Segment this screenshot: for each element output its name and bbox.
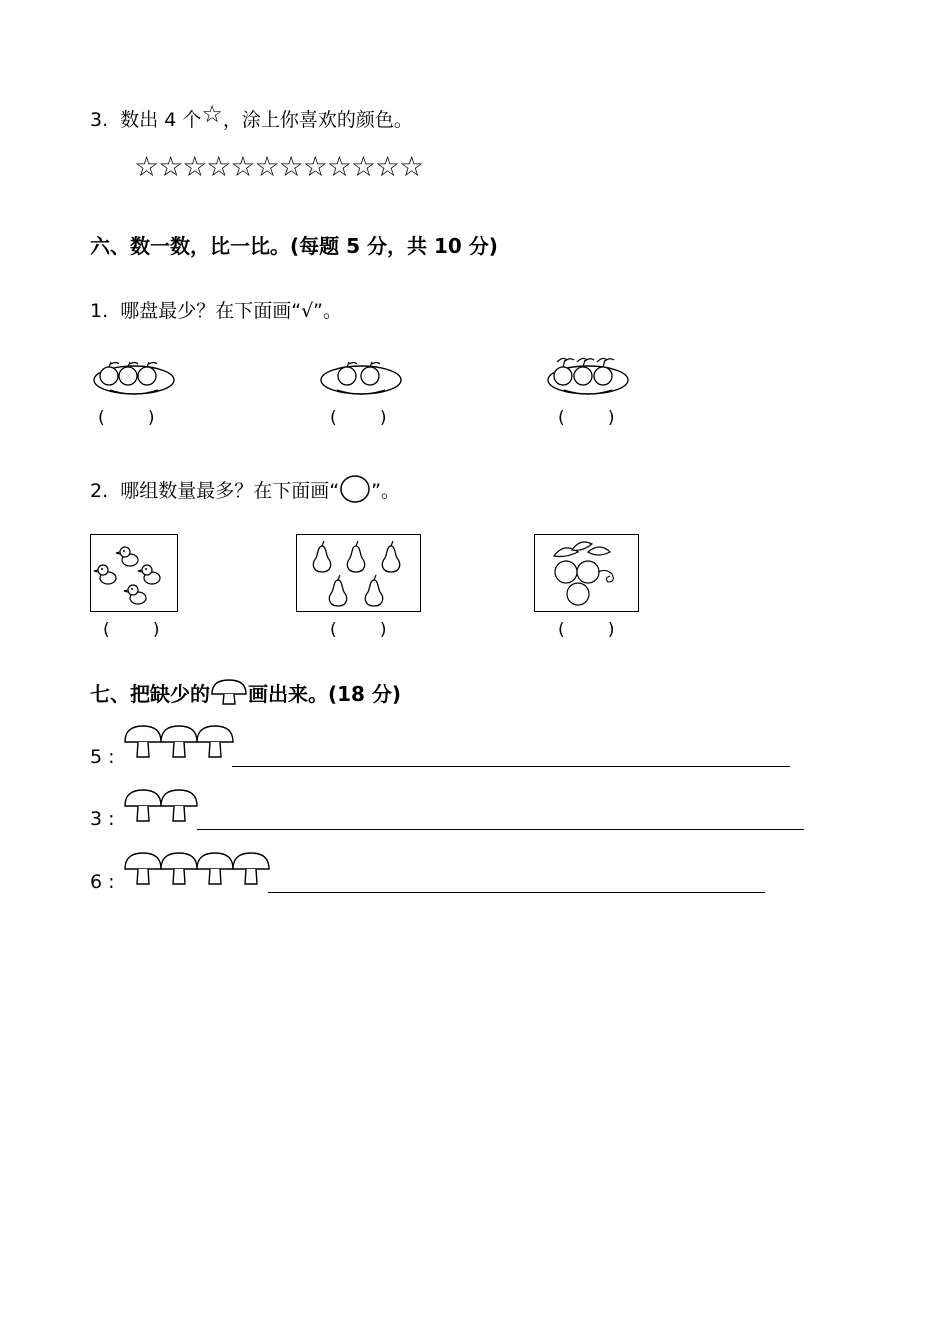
answer-line-6[interactable] — [268, 892, 765, 893]
row-6-label: 6 : — [90, 871, 115, 893]
q3-line — [90, 100, 413, 132]
mushroom-icon — [210, 678, 248, 706]
star-icon: ☆ — [201, 100, 223, 128]
circle-icon — [339, 474, 371, 504]
answer-paren-2[interactable]: ( ) — [330, 408, 387, 428]
s6-q1-text: 哪盘最少？在下面画“√”。 — [120, 300, 343, 322]
answer-paren-5[interactable]: ( ) — [330, 620, 387, 640]
oranges-icon — [536, 536, 637, 610]
mushrooms-4-icon — [124, 851, 272, 889]
s6-q1-line — [90, 296, 342, 323]
section6-title: 六、数一数，比一比。(每题 5 分，共 10 分) — [90, 234, 498, 258]
pears-icon — [298, 536, 419, 610]
q3-text-b: ，涂上你喜欢的颜色。 — [222, 109, 413, 131]
plate-3-apples-leaves-icon — [545, 352, 635, 398]
answer-paren-6[interactable]: ( ) — [558, 620, 615, 640]
section7-title — [90, 678, 401, 710]
s6-q2-line — [90, 476, 400, 507]
s6-q2-text-a: 哪组数量最多？在下面画“ — [120, 480, 340, 502]
answer-line-3[interactable] — [197, 829, 804, 830]
q3-number: 3. — [90, 109, 109, 131]
q3-text-a: 数出 4 个 — [120, 109, 202, 131]
mushrooms-2-icon — [124, 788, 200, 826]
answer-paren-1[interactable]: ( ) — [98, 408, 155, 428]
star-row[interactable]: ☆☆☆☆☆☆☆☆☆☆☆☆ — [134, 150, 424, 183]
s6-q2-text-b: ”。 — [371, 480, 400, 502]
section7-title-a: 七、把缺少的 — [90, 682, 210, 706]
answer-paren-3[interactable]: ( ) — [558, 408, 615, 428]
s6-q1-number: 1. — [90, 300, 109, 322]
row-5-label: 5 : — [90, 746, 115, 768]
answer-line-5[interactable] — [232, 766, 790, 767]
row-3-label: 3 : — [90, 808, 115, 830]
section7-title-b: 画出来。(18 分) — [248, 682, 402, 706]
s6-q2-number: 2. — [90, 480, 109, 502]
plate-3-apples-icon — [90, 356, 180, 398]
chicks-icon — [92, 536, 176, 610]
plate-2-apples-icon — [318, 356, 408, 398]
answer-paren-4[interactable]: ( ) — [103, 620, 160, 640]
mushrooms-3-icon — [124, 724, 236, 762]
